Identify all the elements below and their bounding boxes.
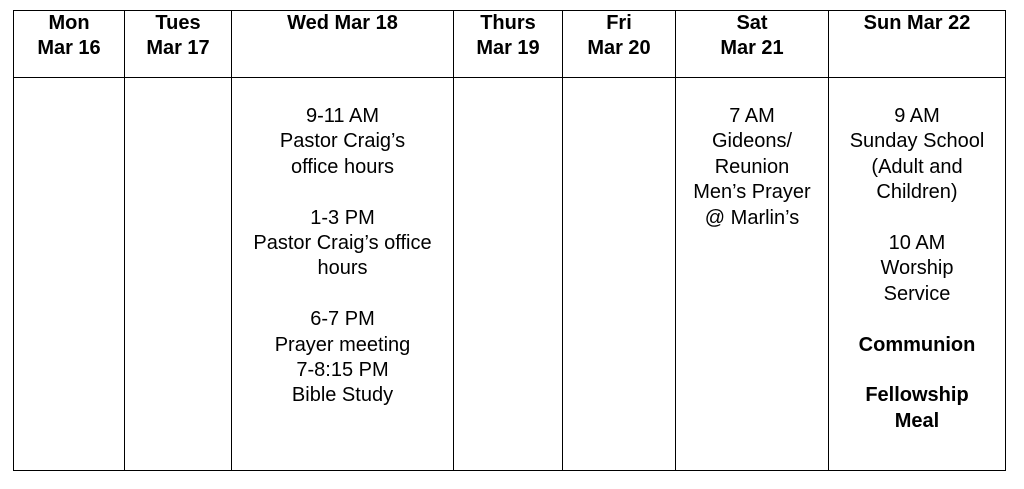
event-time: 6-7 PM — [310, 308, 375, 331]
day-header-sun — [829, 11, 1006, 78]
event-title: Worship — [880, 257, 954, 280]
event-title: Meal — [894, 409, 940, 432]
event-communion — [829, 333, 1005, 358]
event-title: Pastor Craig’s — [279, 130, 406, 153]
event-title: office hours — [290, 155, 395, 178]
spacer — [829, 206, 1005, 231]
event-sunday-school — [829, 104, 1005, 206]
spacer — [232, 180, 453, 205]
event-title: Men’s Prayer — [693, 181, 811, 204]
day-name: Mon — [48, 12, 90, 34]
event-time: 9-11 AM — [306, 105, 379, 127]
event-title: (Adult and — [871, 155, 963, 178]
day-date: Mar 20 — [587, 37, 651, 59]
weekly-schedule-table — [13, 10, 1006, 471]
day-cell-sun — [829, 78, 1006, 471]
event-title: Communion — [858, 333, 976, 356]
day-header-mon — [14, 11, 125, 78]
event-title: Reunion — [714, 155, 790, 178]
day-name: Tues — [155, 12, 201, 34]
day-date: Mar 16 — [37, 37, 101, 59]
day-header-thu — [454, 11, 563, 78]
event-worship-service — [829, 231, 1005, 307]
event-time: 10 AM — [888, 232, 946, 255]
event-title: Sunday School — [849, 130, 985, 153]
event-fellowship-meal — [829, 383, 1005, 434]
event-title: Children) — [876, 181, 958, 204]
event-time: 7 AM — [729, 105, 775, 127]
event-time: 7-8:15 PM — [296, 359, 389, 382]
day-date: Mar 17 — [146, 37, 210, 59]
event-office-hours-morning — [232, 104, 453, 180]
day-cell-tue — [125, 78, 232, 471]
day-date: Mar 19 — [476, 37, 540, 59]
event-time: 1-3 PM — [310, 206, 375, 229]
event-office-hours-afternoon — [232, 206, 453, 282]
header-row — [14, 11, 1006, 78]
spacer — [232, 282, 453, 307]
event-prayer-meeting — [232, 307, 453, 358]
day-header-fri — [563, 11, 676, 78]
day-date: Mar 21 — [720, 37, 784, 59]
day-header-sat — [676, 11, 829, 78]
day-cell-fri — [563, 78, 676, 471]
day-name: Sun Mar 22 — [863, 12, 971, 34]
day-name: Fri — [606, 12, 632, 34]
event-title: Fellowship — [865, 384, 969, 407]
events-row — [14, 78, 1006, 471]
day-header-tue — [125, 11, 232, 78]
day-cell-mon — [14, 78, 125, 471]
event-title: Prayer meeting — [274, 333, 411, 356]
event-title: Pastor Craig’s office — [253, 232, 432, 255]
day-header-wed — [232, 11, 454, 78]
spacer — [829, 307, 1005, 332]
event-title: Gideons/ — [711, 130, 793, 153]
event-title: hours — [317, 257, 368, 280]
event-time: 9 AM — [894, 105, 940, 127]
day-cell-wed — [232, 78, 454, 471]
day-name: Thurs — [480, 12, 536, 34]
event-bible-study — [232, 358, 453, 409]
day-cell-thu — [454, 78, 563, 471]
event-title: Bible Study — [291, 384, 394, 407]
event-title: Service — [883, 282, 951, 305]
day-name: Sat — [736, 12, 768, 34]
spacer — [829, 358, 1005, 383]
day-name: Wed Mar 18 — [287, 12, 398, 34]
event-mens-prayer — [676, 104, 828, 231]
event-location: @ Marlin’s — [704, 206, 800, 229]
day-cell-sat — [676, 78, 829, 471]
